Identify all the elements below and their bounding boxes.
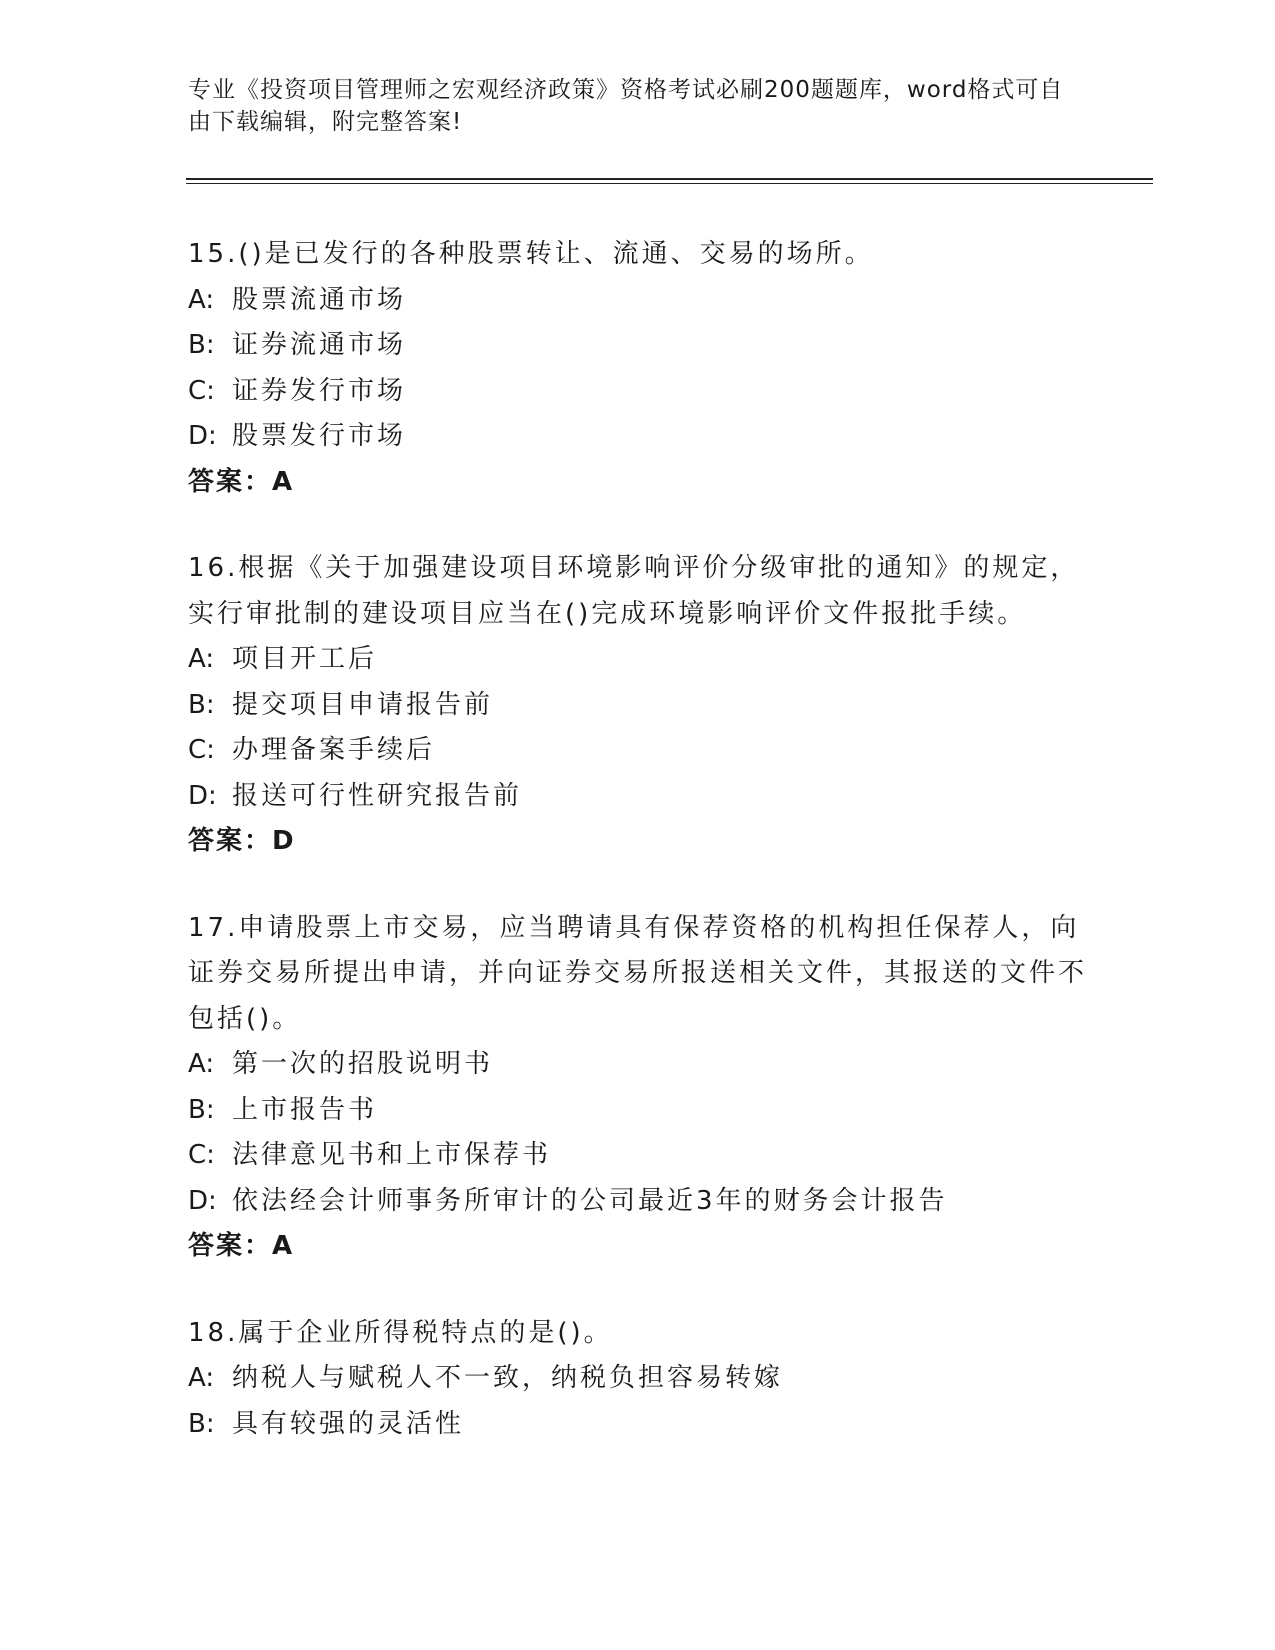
- option-text: 报送可行性研究报告前: [232, 780, 523, 811]
- header-divider: [186, 178, 1153, 184]
- question-stem: 17.申请股票上市交易，应当聘请具有保荐资格的机构担任保荐人，向证券交易所提出申请，并向证券交易所报送相关文件，其报送的文件不包括()。: [188, 912, 1088, 1034]
- option-letter: B:: [188, 1094, 215, 1125]
- answer-label: 答案：A: [188, 1231, 295, 1261]
- question-15: [188, 232, 1088, 505]
- question-stem: 15.()是已发行的各种股票转让、流通、交易的场所。: [188, 239, 874, 269]
- option-a: [188, 1356, 1088, 1402]
- option-letter: B:: [188, 689, 215, 720]
- option-c: [188, 728, 1088, 774]
- option-text: 具有较强的灵活性: [232, 1408, 465, 1439]
- option-a: [188, 1042, 1088, 1088]
- question-16: [188, 546, 1088, 865]
- option-letter: B:: [188, 1408, 215, 1439]
- question-17: [188, 906, 1088, 1270]
- option-letter: A:: [188, 1363, 215, 1393]
- option-letter: B:: [188, 330, 215, 360]
- option-letter: D:: [188, 780, 217, 811]
- question-stem: 18.属于企业所得税特点的是()。: [188, 1317, 613, 1348]
- option-text: 第一次的招股说明书: [232, 1049, 494, 1079]
- option-c: [188, 1133, 1088, 1179]
- document-header: 专业《投资项目管理师之宏观经济政策》资格考试必刷200题题库，word格式可自由下载编辑，附完整答案!: [188, 77, 1064, 135]
- option-letter: A:: [188, 1049, 215, 1079]
- option-text: 法律意见书和上市保荐书: [232, 1140, 552, 1170]
- option-letter: D:: [188, 421, 217, 451]
- option-a: [188, 278, 1088, 324]
- option-letter: C:: [188, 1140, 215, 1170]
- question-list: [188, 232, 1088, 1488]
- option-text: 证券流通市场: [232, 330, 407, 360]
- option-letter: A:: [188, 644, 215, 674]
- option-c: [188, 369, 1088, 415]
- option-text: 上市报告书: [232, 1094, 378, 1125]
- option-b: [188, 683, 1088, 729]
- option-a: [188, 637, 1088, 683]
- answer-label: 答案：D: [188, 826, 296, 856]
- option-d: [188, 414, 1088, 460]
- option-b: [188, 323, 1088, 369]
- option-d: [188, 1179, 1088, 1225]
- option-text: 依法经会计师事务所审计的公司最近3年的财务会计报告: [232, 1185, 948, 1216]
- option-letter: C:: [188, 375, 215, 406]
- question-18: [188, 1311, 1088, 1448]
- option-text: 股票流通市场: [232, 284, 407, 315]
- answer-label: 答案：A: [188, 466, 295, 497]
- option-letter: A:: [188, 284, 215, 315]
- option-text: 办理备案手续后: [232, 735, 436, 765]
- option-letter: C:: [188, 735, 215, 765]
- option-b: [188, 1088, 1088, 1134]
- option-text: 提交项目申请报告前: [232, 689, 494, 720]
- option-letter: D:: [188, 1185, 217, 1216]
- option-b: [188, 1402, 1088, 1448]
- option-text: 纳税人与赋税人不一致，纳税负担容易转嫁: [232, 1363, 784, 1393]
- option-text: 项目开工后: [232, 644, 378, 674]
- question-stem: 16.根据《关于加强建设项目环境影响评价分级审批的通知》的规定，实行审批制的建设项目应当在()完成环境影响评价文件报批手续。: [188, 553, 1080, 629]
- option-text: 证券发行市场: [232, 375, 407, 406]
- option-d: [188, 774, 1088, 820]
- option-text: 股票发行市场: [232, 421, 407, 451]
